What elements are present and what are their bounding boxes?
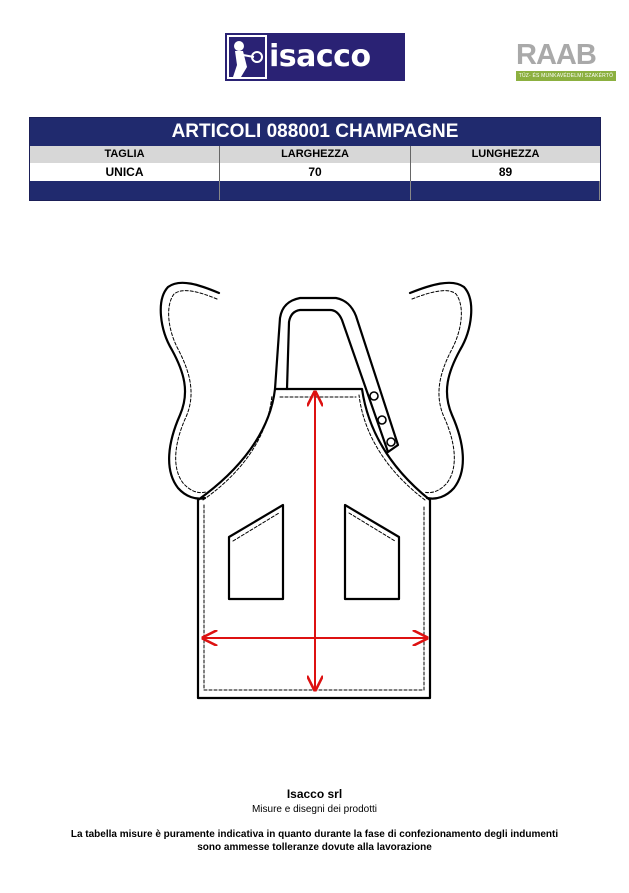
raab-logo-text: RAAB (516, 39, 596, 71)
value-lunghezza: 89 (498, 165, 513, 179)
company-name: Isacco srl (286, 787, 343, 801)
right-pocket-icon (345, 505, 399, 599)
left-tie-icon (161, 283, 219, 499)
neck-strap-icon (275, 298, 398, 452)
notice-line-2: sono ammesse tolleranze dovute alla lavorazione (197, 842, 432, 853)
header-lunghezza: LUNGHEZZA (471, 148, 540, 160)
tolerance-notice (0, 828, 629, 854)
value-larghezza: 70 (220, 163, 411, 181)
article-title: ARTICOLI 088001 CHAMPAGNE (30, 118, 600, 146)
header-larghezza: LARGHEZZA (220, 146, 411, 163)
raab-tagline: TŰZ- ÉS MUNKAVÉDELMI SZAKÉRTŐ (516, 71, 616, 81)
right-tie-icon (410, 283, 471, 499)
document-subtitle: Misure e disegni dei prodotti (251, 804, 378, 815)
value-taglia: UNICA (30, 163, 220, 181)
notice-line-1: La tabella misure è puramente indicativa in quanto durante la fase di confezionamento degli indumenti (70, 829, 559, 840)
isacco-logo-text: isacco (267, 35, 403, 79)
header-taglia: TAGLIA (30, 146, 220, 163)
left-pocket-icon (229, 505, 283, 599)
